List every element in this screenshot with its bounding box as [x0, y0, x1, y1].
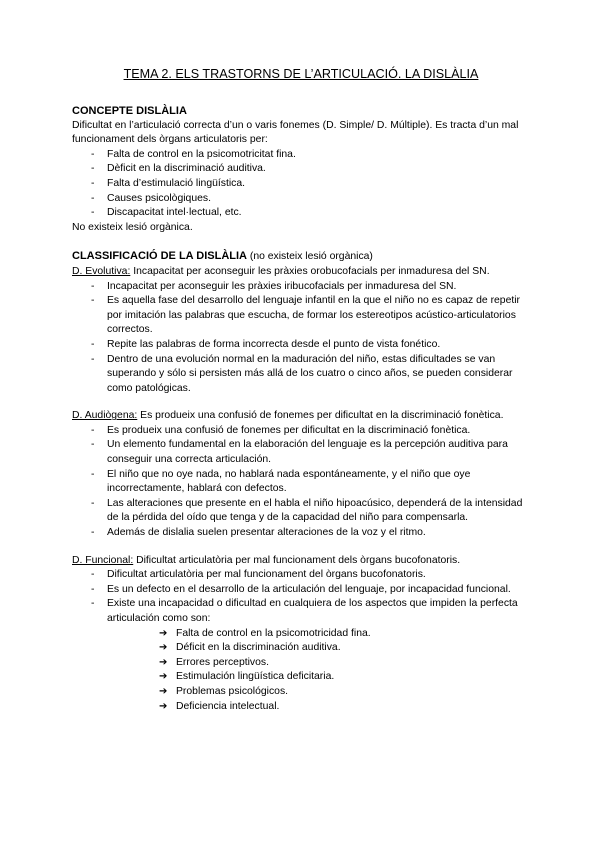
- arrow-right-icon: ➔: [159, 627, 168, 639]
- list-item: - Es un defecto en el desarrollo de la articulación del lenguaje, por incapacidad funcional.: [72, 583, 530, 598]
- evolutiva-label: D. Evolutiva:: [72, 265, 131, 277]
- section-heading-concepte: CONCEPTE DISLÀLIA: [72, 105, 187, 117]
- arrow-right-icon: ➔: [159, 656, 168, 668]
- list-item: - Es aquella fase del desarrollo del lenguaje infantil en la que el niño no es capaz de repetir por imitación las palabras que escucha, de formar los estereotipos acústico-articulatorios correctos.: [72, 294, 530, 338]
- sub-list-item-text: Déficit en la discriminación auditiva.: [176, 642, 341, 654]
- sub-list-item: [159, 641, 530, 656]
- sub-list-item: [159, 627, 530, 642]
- classificacio-heading-text: CLASSIFICACIÓ DE LA DISLÀLIA: [72, 250, 247, 263]
- list-item: - Las alteraciones que presente en el habla el niño hipoacúsico, dependerá de la intensidad de la pérdida del oído que tenga y de la capacidad del niño para compensarla.: [72, 497, 530, 526]
- audiogena-list: [72, 424, 530, 541]
- sub-list-item-text: Errores perceptivos.: [176, 656, 269, 668]
- sub-list-item-text: Estimulación lingüística deficitaria.: [176, 671, 335, 683]
- concepte-outro: No existeix lesió orgànica.: [72, 221, 193, 233]
- sub-list-item: [159, 685, 530, 700]
- evolutiva-definition: [72, 265, 530, 280]
- concepte-list: [72, 148, 530, 221]
- list-item: - Dèficit en la discriminació auditiva.: [72, 162, 530, 177]
- funcional-text: Dificultat articulatòria per mal funcionament dels òrgans bucofonatoris.: [133, 554, 461, 566]
- list-item: - Es produeix una confusió de fonemes per dificultat en la discriminació fonètica.: [72, 424, 530, 439]
- document-page: [72, 66, 530, 714]
- list-item: - Dentro de una evolución normal en la maduración del niño, estas dificultades se van superando y sólo si persisten más allá de los cuatro o cinco años, se pueden considerar como patológicas.: [72, 353, 530, 397]
- list-item: - Repite las palabras de forma incorrecta desde el punto de vista fonético.: [72, 338, 530, 353]
- list-item: - Falta de control en la psicomotricitat fina.: [72, 148, 530, 163]
- list-item: - Además de dislalia suelen presentar alteraciones de la voz y el ritmo.: [72, 526, 530, 541]
- list-item: - El niño que no oye nada, no hablará nada espontáneamente, y el niño que oye incorrectamente, hablará con defectos.: [72, 468, 530, 497]
- sub-list-item: [159, 656, 530, 671]
- arrow-right-icon: ➔: [159, 642, 168, 654]
- sub-list-item-text: Deficiencia intelectual.: [176, 700, 280, 712]
- sub-list-item: [159, 670, 530, 685]
- concepte-intro: Dificultat en l’articulació correcta d’un o varis fonemes (D. Simple/ D. Múltiple). Es tracta d’un mal funcionament dels òrgans articulatoris per:: [72, 119, 519, 146]
- arrow-right-icon: ➔: [159, 685, 168, 697]
- list-item: - Existe una incapacidad o dificultad en cualquiera de los aspectos que impiden la perfecta articulación como son:: [72, 597, 530, 626]
- sub-list-item: [159, 700, 530, 715]
- list-item: - Falta d’estimulació lingüística.: [72, 177, 530, 192]
- page-title: TEMA 2. ELS TRASTORNS DE L’ARTICULACIÓ. LA DISLÀLIA: [123, 67, 479, 81]
- funcional-sublist: [72, 627, 530, 715]
- audiogena-text: Es produeix una confusió de fonemes per dificultat en la discriminació fonètica.: [137, 410, 504, 422]
- section-heading-classificacio: [72, 249, 530, 265]
- sub-list-item-text: Falta de control en la psicomotricidad fina.: [176, 627, 371, 639]
- evolutiva-list: [72, 280, 530, 397]
- list-item: - Causes psicològiques.: [72, 192, 530, 207]
- classificacio-note: (no existeix lesió orgànica): [246, 251, 373, 263]
- audiogena-definition: [72, 409, 530, 424]
- funcional-definition: [72, 554, 530, 569]
- funcional-label: D. Funcional:: [72, 554, 134, 566]
- list-item: - Un elemento fundamental en la elaboración del lenguaje es la percepción auditiva para conseguir una correcta articulación.: [72, 438, 530, 467]
- list-item: - Incapacitat per aconseguir les pràxies iribucofacials per inmaduresa del SN.: [72, 280, 530, 295]
- list-item: - Dificultat articulatòria per mal funcionament del òrgans bucofonatoris.: [72, 568, 530, 583]
- list-item: - Discapacitat intel·lectual, etc.: [72, 206, 530, 221]
- funcional-list: [72, 568, 530, 626]
- audiogena-label: D. Audiògena:: [72, 410, 138, 422]
- evolutiva-text: Incapacitat per aconseguir les pràxies orobucofacials per inmaduresa del SN.: [130, 265, 490, 277]
- arrow-right-icon: ➔: [159, 671, 168, 683]
- arrow-right-icon: ➔: [159, 700, 168, 712]
- sub-list-item-text: Problemas psicológicos.: [176, 685, 289, 697]
